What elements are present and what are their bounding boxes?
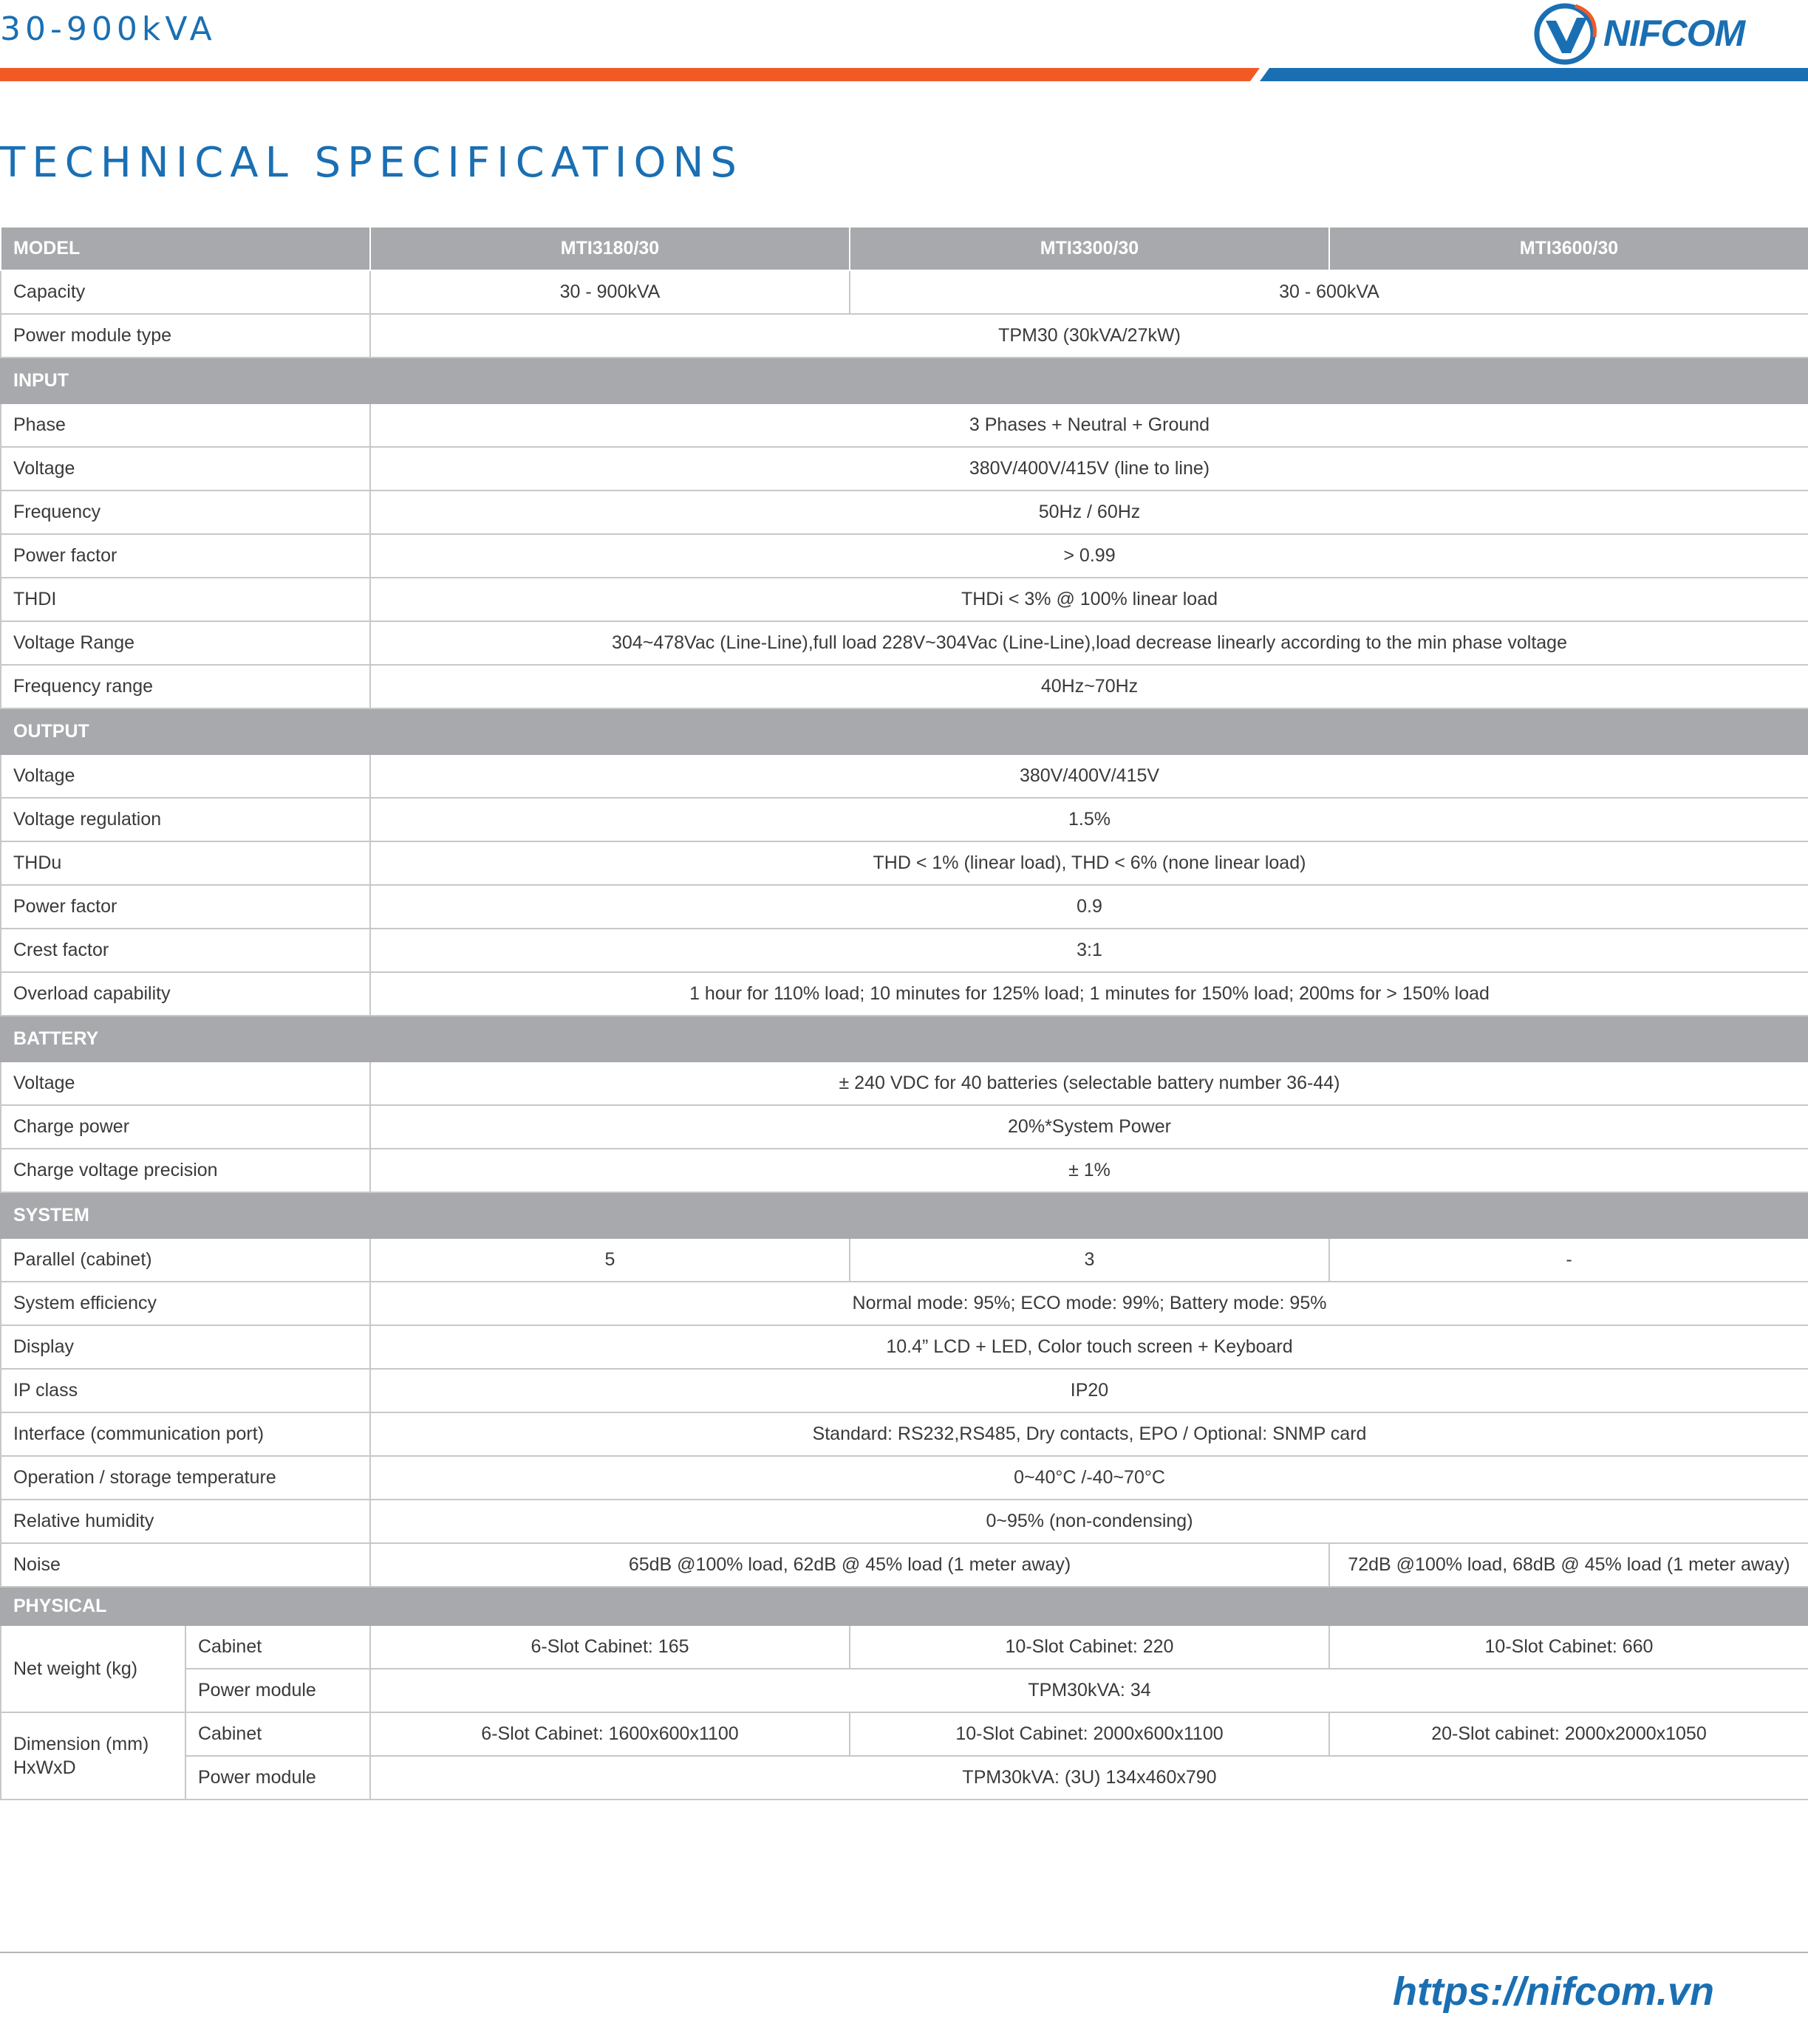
table-row: [1, 1456, 1808, 1500]
row-value: THD < 1% (linear load), THD < 6% (none linear load): [370, 841, 1808, 885]
row-value: TPM30kVA: (3U) 134x460x790: [370, 1756, 1808, 1799]
row-value: 72dB @100% load, 68dB @ 45% load (1 meter away): [1329, 1543, 1808, 1587]
row-label: Operation / storage temperature: [1, 1456, 370, 1500]
row-value: 10-Slot Cabinet: 2000x600x1100: [850, 1712, 1329, 1756]
table-row: [1, 665, 1808, 708]
row-value: -: [1329, 1238, 1808, 1282]
row-value: 3:1: [370, 929, 1808, 972]
table-row: [1, 578, 1808, 621]
row-label: Noise: [1, 1543, 370, 1587]
row-sublabel: Cabinet: [185, 1625, 370, 1669]
row-label: Charge voltage precision: [1, 1149, 370, 1192]
row-value: 20-Slot cabinet: 2000x2000x1050: [1329, 1712, 1808, 1756]
row-value: 3 Phases + Neutral + Ground: [370, 403, 1808, 447]
table-row: [1, 1282, 1808, 1325]
row-value: IP20: [370, 1369, 1808, 1412]
table-row: [1, 314, 1808, 358]
model-header-3: MTI3600/30: [1329, 227, 1808, 270]
product-range-title: 30-900kVA: [0, 10, 216, 48]
row-label: THDI: [1, 578, 370, 621]
row-sublabel: Power module: [185, 1669, 370, 1712]
table-row: [1, 972, 1808, 1016]
table-row: [1, 1325, 1808, 1369]
row-label: Voltage: [1, 447, 370, 491]
row-label: Voltage Range: [1, 621, 370, 665]
section-label: SYSTEM: [1, 1192, 1808, 1238]
header-stripe: [0, 68, 1808, 81]
row-label: Frequency range: [1, 665, 370, 708]
row-value: Normal mode: 95%; ECO mode: 99%; Battery mode: 95%: [370, 1282, 1808, 1325]
table-row: [1, 798, 1808, 841]
row-value: 0.9: [370, 885, 1808, 929]
table-row: [1, 447, 1808, 491]
section-label: OUTPUT: [1, 708, 1808, 754]
row-label: THDu: [1, 841, 370, 885]
row-value: THDi < 3% @ 100% linear load: [370, 578, 1808, 621]
row-value: 380V/400V/415V (line to line): [370, 447, 1808, 491]
table-row: [1, 754, 1808, 798]
model-header-1: MTI3180/30: [370, 227, 850, 270]
row-value: TPM30kVA: 34: [370, 1669, 1808, 1712]
row-label: Overload capability: [1, 972, 370, 1016]
row-label: Crest factor: [1, 929, 370, 972]
row-label: Relative humidity: [1, 1500, 370, 1543]
table-row: [1, 1062, 1808, 1105]
section-header-system: [1, 1192, 1808, 1238]
row-value: ± 1%: [370, 1149, 1808, 1192]
table-row: [1, 929, 1808, 972]
row-label: Power factor: [1, 885, 370, 929]
table-row: [1, 1712, 1808, 1756]
row-label: Net weight (kg): [1, 1625, 185, 1712]
row-value: 30 - 600kVA: [850, 270, 1808, 314]
section-label: PHYSICAL: [1, 1587, 1808, 1625]
row-value: ± 240 VDC for 40 batteries (selectable battery number 36-44): [370, 1062, 1808, 1105]
row-label: IP class: [1, 1369, 370, 1412]
table-row: [1, 1149, 1808, 1192]
row-value: 1 hour for 110% load; 10 minutes for 125% load; 1 minutes for 150% load; 200ms for > 150% load: [370, 972, 1808, 1016]
section-label: INPUT: [1, 358, 1808, 403]
row-label: System efficiency: [1, 1282, 370, 1325]
row-label: Capacity: [1, 270, 370, 314]
table-row: [1, 403, 1808, 447]
table-header-row: [1, 227, 1808, 270]
table-row: [1, 841, 1808, 885]
section-header-battery: [1, 1016, 1808, 1062]
row-value: 3: [850, 1238, 1329, 1282]
row-label: Frequency: [1, 491, 370, 534]
table-row: [1, 1369, 1808, 1412]
row-value: 40Hz~70Hz: [370, 665, 1808, 708]
table-row: [1, 1625, 1808, 1669]
table-row: [1, 1756, 1808, 1799]
table-row: [1, 1105, 1808, 1149]
model-header: MODEL: [1, 227, 370, 270]
row-value: 380V/400V/415V: [370, 754, 1808, 798]
row-value: 0~95% (non-condensing): [370, 1500, 1808, 1543]
table-row: [1, 1543, 1808, 1587]
table-row: [1, 885, 1808, 929]
footer-divider: [0, 1952, 1808, 1953]
row-value: 6-Slot Cabinet: 165: [370, 1625, 850, 1669]
table-row: [1, 534, 1808, 578]
row-value: 5: [370, 1238, 850, 1282]
row-label: Voltage: [1, 754, 370, 798]
logo-emblem-icon: [1529, 0, 1600, 68]
website-link[interactable]: https://nifcom.vn: [1393, 1969, 1714, 2014]
row-value: 304~478Vac (Line-Line),full load 228V~304Vac (Line-Line),load decrease linearly according to the min phase voltage: [370, 621, 1808, 665]
row-label: Charge power: [1, 1105, 370, 1149]
row-value: 0~40°C /-40~70°C: [370, 1456, 1808, 1500]
row-label: Display: [1, 1325, 370, 1369]
row-label: Phase: [1, 403, 370, 447]
row-sublabel: Power module: [185, 1756, 370, 1799]
table-row: [1, 1412, 1808, 1456]
row-label: Power factor: [1, 534, 370, 578]
row-value: TPM30 (30kVA/27kW): [370, 314, 1808, 358]
spec-table: [0, 226, 1808, 1800]
table-row: [1, 491, 1808, 534]
row-value: 65dB @100% load, 62dB @ 45% load (1 meter away): [370, 1543, 1329, 1587]
row-label: Interface (communication port): [1, 1412, 370, 1456]
table-row: [1, 1238, 1808, 1282]
section-header-physical: [1, 1587, 1808, 1625]
table-row: [1, 270, 1808, 314]
section-header-output: [1, 708, 1808, 754]
row-value: 30 - 900kVA: [370, 270, 850, 314]
table-row: [1, 1669, 1808, 1712]
section-header-input: [1, 358, 1808, 403]
row-value: 1.5%: [370, 798, 1808, 841]
row-value: 6-Slot Cabinet: 1600x600x1100: [370, 1712, 850, 1756]
brand-name: NIFCOM: [1603, 13, 1745, 54]
row-label: Voltage: [1, 1062, 370, 1105]
row-label: Voltage regulation: [1, 798, 370, 841]
row-label: Power module type: [1, 314, 370, 358]
row-value: 10-Slot Cabinet: 220: [850, 1625, 1329, 1669]
row-value: > 0.99: [370, 534, 1808, 578]
row-value: 20%*System Power: [370, 1105, 1808, 1149]
row-value: 10-Slot Cabinet: 660: [1329, 1625, 1808, 1669]
row-label: Parallel (cabinet): [1, 1238, 370, 1282]
row-value: Standard: RS232,RS485, Dry contacts, EPO / Optional: SNMP card: [370, 1412, 1808, 1456]
model-header-2: MTI3300/30: [850, 227, 1329, 270]
brand-logo: [1529, 0, 1795, 68]
row-value: 50Hz / 60Hz: [370, 491, 1808, 534]
section-title: TECHNICAL SPECIFICATIONS: [0, 139, 743, 187]
section-label: BATTERY: [1, 1016, 1808, 1062]
table-row: [1, 1500, 1808, 1543]
row-label: Dimension (mm) HxWxD: [1, 1712, 185, 1799]
row-value: 10.4” LCD + LED, Color touch screen + Keyboard: [370, 1325, 1808, 1369]
row-sublabel: Cabinet: [185, 1712, 370, 1756]
table-row: [1, 621, 1808, 665]
